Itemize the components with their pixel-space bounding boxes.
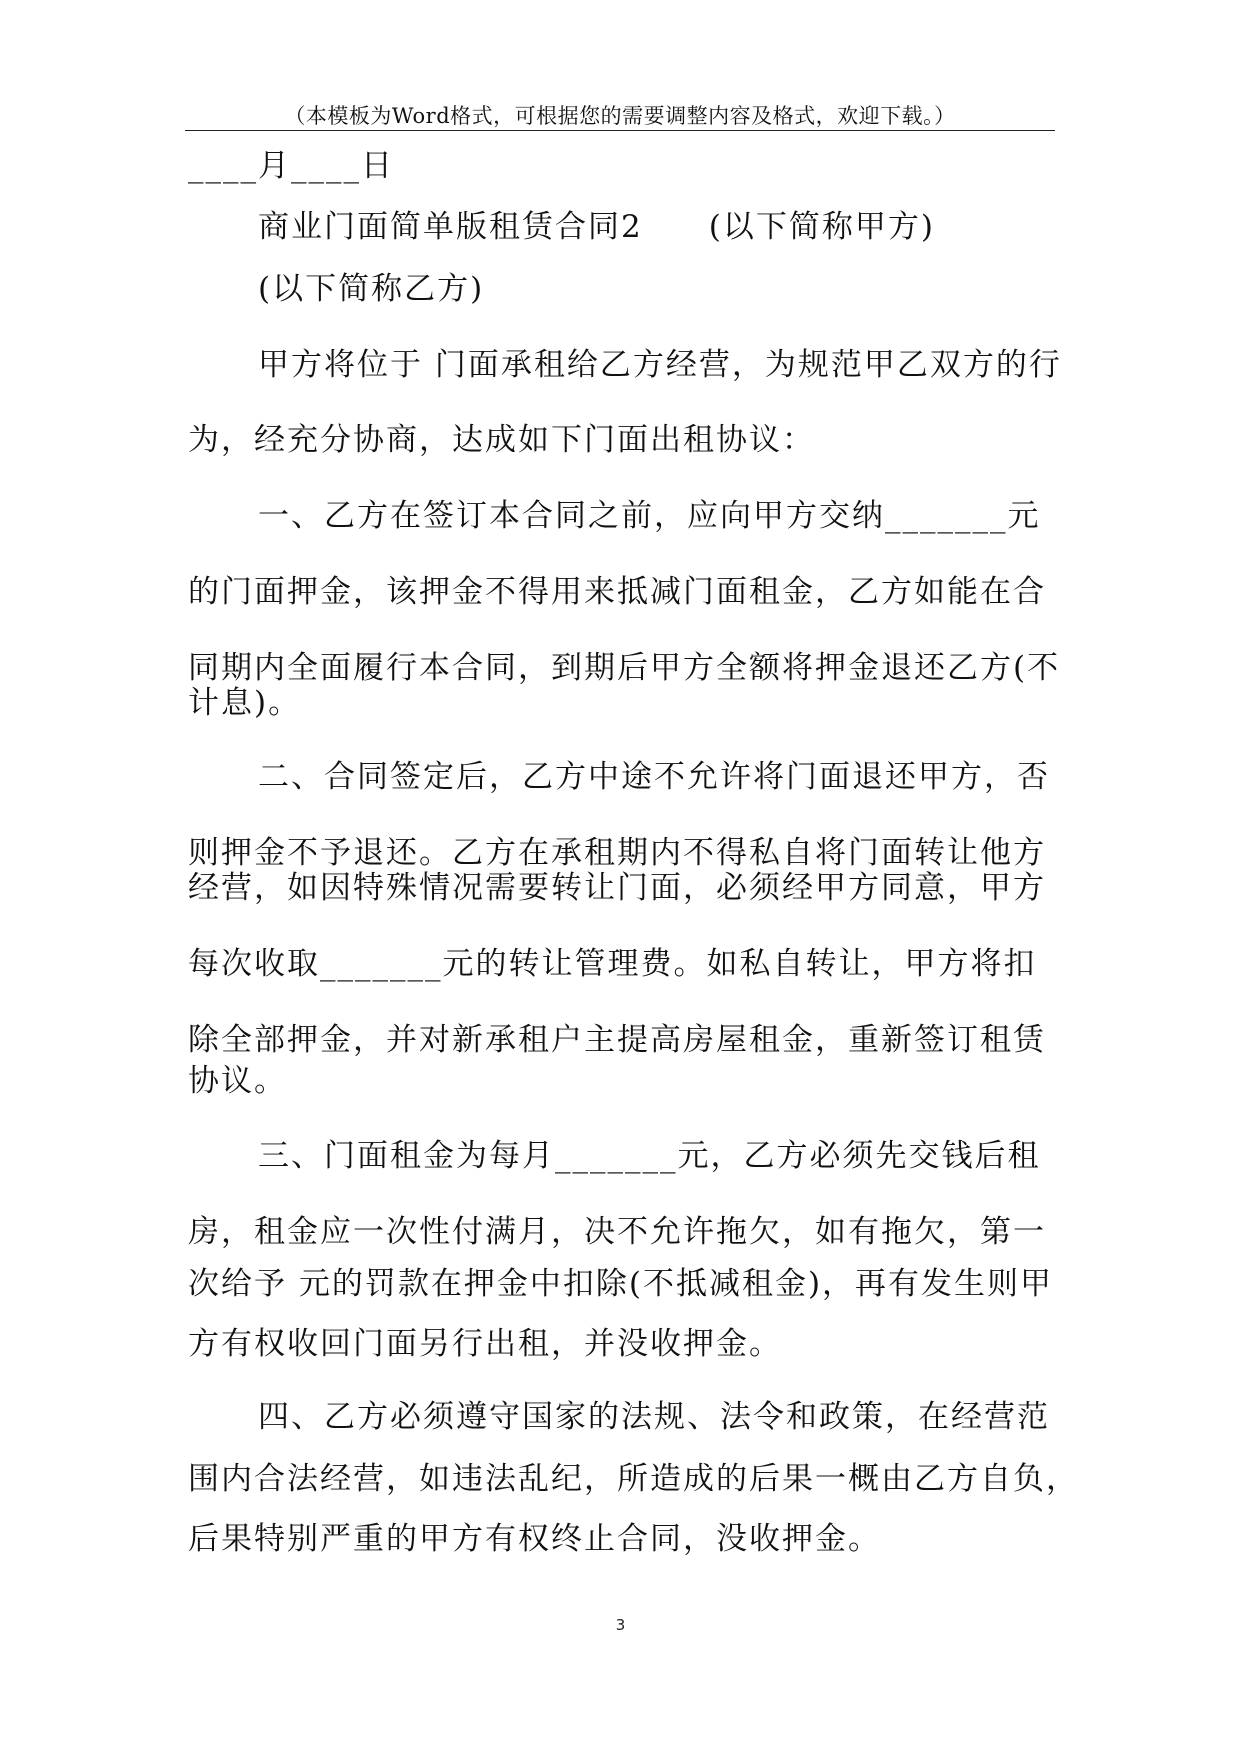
clause-1-line-3: 同期内全面履行本合同，到期后甲方全额将押金退还乙方(不 bbox=[188, 650, 1061, 686]
page-number: 3 bbox=[615, 1616, 626, 1634]
clause-3-line-3: 次给予 元的罚款在押金中扣除(不抵减租金)，再有发生则甲 bbox=[188, 1266, 1054, 1302]
date-line: ____月____日 bbox=[188, 148, 394, 184]
clause-1-line-2: 的门面押金，该押金不得用来抵减门面租金，乙方如能在合 bbox=[188, 574, 1046, 610]
contract-title-line: 商业门面简单版租赁合同2 (以下简称甲方) bbox=[258, 209, 935, 245]
clause-4-line-3: 后果特别严重的甲方有权终止合同，没收押金。 bbox=[188, 1521, 881, 1557]
clause-1-line-1: 一、乙方在签订本合同之前，应向甲方交纳_______元 bbox=[258, 498, 1041, 534]
clause-2-line-3: 经营，如因特殊情况需要转让门面，必须经甲方同意，甲方 bbox=[188, 870, 1046, 906]
clause-2-line-4: 每次收取_______元的转让管理费。如私自转让，甲方将扣 bbox=[188, 946, 1037, 982]
header-divider bbox=[185, 130, 1055, 131]
clause-3-line-2: 房，租金应一次性付满月，决不允许拖欠，如有拖欠，第一 bbox=[188, 1214, 1046, 1250]
clause-2-line-5: 除全部押金，并对新承租户主提高房屋租金，重新签订租赁 bbox=[188, 1022, 1046, 1058]
party-b-line: (以下简称乙方) bbox=[258, 271, 485, 307]
clause-2-line-1: 二、合同签定后，乙方中途不允许将门面退还甲方，否 bbox=[258, 759, 1050, 795]
clause-3-line-1: 三、门面租金为每月_______元，乙方必须先交钱后租 bbox=[258, 1138, 1041, 1174]
clause-3-line-4: 方有权收回门面另行出租，并没收押金。 bbox=[188, 1326, 782, 1362]
clause-4-line-2: 围内合法经营，如违法乱纪，所造成的后果一概由乙方自负， bbox=[188, 1461, 1079, 1497]
clause-2-line-2: 则押金不予退还。乙方在承租期内不得私自将门面转让他方 bbox=[188, 835, 1046, 871]
clause-2-line-6: 协议。 bbox=[188, 1063, 287, 1099]
intro-paragraph-line-1: 甲方将位于 门面承租给乙方经营，为规范甲乙双方的行 bbox=[258, 347, 1062, 383]
intro-paragraph-line-2: 为，经充分协商，达成如下门面出租协议： bbox=[188, 422, 815, 458]
clause-4-line-1: 四、乙方必须遵守国家的法规、法令和政策，在经营范 bbox=[258, 1399, 1050, 1435]
clause-1-line-4: 计息)。 bbox=[188, 685, 302, 721]
header-note: （本模板为Word格式，可根据您的需要调整内容及格式，欢迎下载。） bbox=[284, 104, 956, 128]
